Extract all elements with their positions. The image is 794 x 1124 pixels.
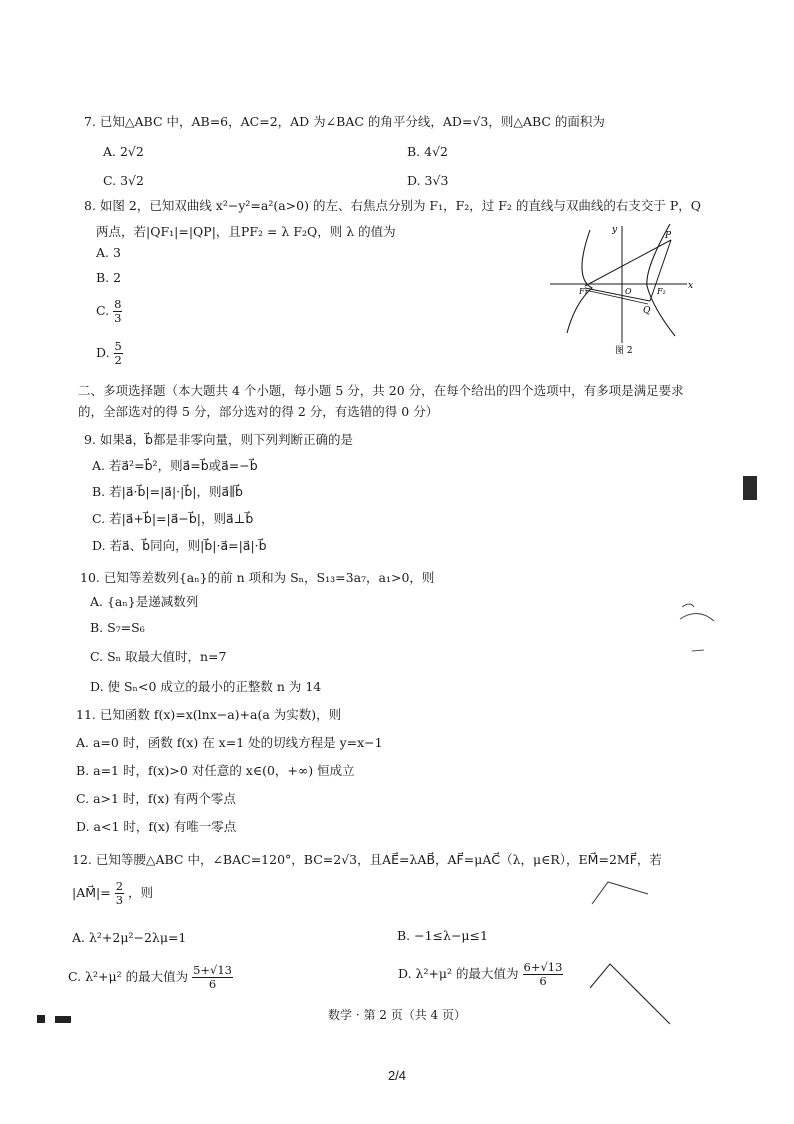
question-10-stem: 10. 已知等差数列{aₙ}的前 n 项和为 Sₙ，S₁₃=3a₇，a₁>0，则 [80, 570, 435, 585]
label-f1: F₁ [579, 287, 588, 296]
pencil-arc-mark [588, 874, 652, 908]
q12-condition-prefix: |AM⃗|= [72, 885, 111, 900]
q10-option-c: C. Sₙ 取最大值时，n=7 [90, 649, 227, 664]
question-7-stem: 7. 已知△ABC 中，AB=6，AC=2，AD 为∠BAC 的角平分线，AD=√3，则△ABC 的面积为 [84, 114, 605, 129]
q10-option-b: B. S₇=S₆ [90, 620, 145, 635]
q7-option-c: C. 3√2 [103, 173, 144, 188]
question-8-stem-line1: 8. 如图 2，已知双曲线 x²−y²=a²(a>0) 的左、右焦点分别为 F₁，F₂，过 F₂ 的直线与双曲线的右支交于 P，Q [84, 198, 702, 213]
q10-option-a: A. {aₙ}是递减数列 [90, 594, 199, 609]
section-2-heading: 二、多项选择题（本大题共 4 个小题，每小题 5 分，共 20 分，在每个给出的四个选项中，有多项是满足要求的，全部选对的得 5 分，部分选对的得 2 分，有选错的得 0 分） [78, 383, 684, 419]
q11-option-a: A. a=0 时，函数 f(x) 在 x=1 处的切线方程是 y=x−1 [76, 735, 383, 750]
q12-option-c-denominator: 6 [208, 977, 217, 991]
label-o: O [625, 287, 632, 296]
q7-option-a: A. 2√2 [103, 144, 144, 159]
q7-option-b: B. 4√2 [407, 144, 449, 159]
segment-f1-q [585, 288, 650, 301]
label-p: P [665, 231, 672, 241]
q11-option-d: D. a<1 时，f(x) 有唯一零点 [76, 819, 237, 834]
q8-option-d-label: D. [96, 345, 110, 360]
q8-option-d-denominator: 2 [114, 353, 122, 367]
hyperbola-left-branch [567, 230, 592, 333]
q8-option-d [96, 340, 123, 367]
q10-option-d: D. 使 Sₙ<0 成立的最小的正整数 n 为 14 [90, 679, 322, 694]
segment-f1-q-shadow [585, 290, 648, 304]
q8-option-c-label: C. [96, 303, 110, 318]
q12-condition [72, 880, 153, 907]
q7-option-d: D. 3√3 [407, 173, 449, 188]
q12-condition-numerator: 2 [115, 879, 124, 893]
q12-condition-denominator: 3 [115, 893, 124, 907]
segment-f1-p [585, 240, 671, 286]
page-footer: 数学 · 第 2 页（共 4 页） [328, 1008, 466, 1022]
question-9-stem: 9. 如果a⃗，b⃗都是非零向量，则下列判断正确的是 [84, 432, 353, 447]
label-f2: F₂ [657, 287, 666, 296]
q12-condition-fraction [115, 880, 124, 907]
q8-option-c-numerator: 8 [114, 297, 122, 311]
q8-option-c [96, 298, 122, 325]
q12-option-c-numerator: 5+√13 [193, 963, 232, 977]
label-q: Q [643, 306, 651, 316]
q11-option-b: B. a=1 时，f(x)>0 对任意的 x∈(0，+∞) 恒成立 [76, 763, 355, 778]
q12-option-c-prefix: C. λ²+μ² 的最大值为 [68, 969, 189, 984]
figure-caption: 图 2 [615, 346, 633, 356]
q8-option-a: A. 3 [96, 245, 121, 260]
q12-option-a: A. λ²+2μ²−2λμ=1 [72, 930, 187, 945]
q9-option-c: C. 若|a⃗+b⃗|=|a⃗−b⃗|，则a⃗⊥b⃗ [92, 511, 254, 526]
q8-option-d-fraction [114, 340, 123, 367]
q12-option-c [68, 964, 233, 991]
page-counter: 2/4 [387, 1068, 407, 1083]
q12-option-d-prefix: D. λ²+μ² 的最大值为 [398, 966, 519, 981]
q12-option-c-fraction [192, 964, 233, 991]
pencil-marks [670, 595, 730, 655]
q8-option-c-fraction [113, 298, 122, 325]
q12-option-d-fraction [523, 961, 564, 988]
q9-option-d: D. 若a⃗、b⃗同向，则|b⃗|·a⃗=|a⃗|·b⃗ [92, 538, 267, 553]
question-8-stem-line2: 两点，若|QF₁|=|QP|，且PF₂ = λ F₂Q，则 λ 的值为 [96, 224, 396, 239]
q12-option-d-numerator: 6+√13 [523, 960, 563, 974]
q12-condition-suffix: ，则 [128, 885, 154, 900]
side-binding-tab [743, 476, 757, 500]
q8-option-b: B. 2 [96, 270, 122, 285]
q9-option-a: A. 若a⃗²=b⃗²，则a⃗=b⃗或a⃗=−b⃗ [92, 458, 258, 473]
q11-option-c: C. a>1 时，f(x) 有两个零点 [76, 791, 236, 806]
question-12-stem: 12. 已知等腰△ABC 中，∠BAC=120°，BC=2√3，且AE⃗=λAB⃗，AF⃗=μAC⃗（λ，μ∈R），EM⃗=2MF⃗，若 [72, 852, 662, 867]
q12-option-d [398, 961, 563, 988]
q9-option-b: B. 若|a⃗·b⃗|=|a⃗|·|b⃗|，则a⃗∥b⃗ [92, 484, 243, 499]
hyperbola-figure [545, 218, 705, 363]
q12-option-b: B. −1≤λ−μ≤1 [397, 928, 488, 943]
question-11-stem: 11. 已知函数 f(x)=x(lnx−a)+a(a 为实数)，则 [76, 707, 342, 722]
q12-option-d-denominator: 6 [539, 974, 547, 988]
q8-option-c-denominator: 3 [114, 311, 122, 325]
label-x: x [688, 281, 694, 291]
label-y: y [612, 225, 618, 235]
q8-option-d-numerator: 5 [114, 339, 122, 353]
